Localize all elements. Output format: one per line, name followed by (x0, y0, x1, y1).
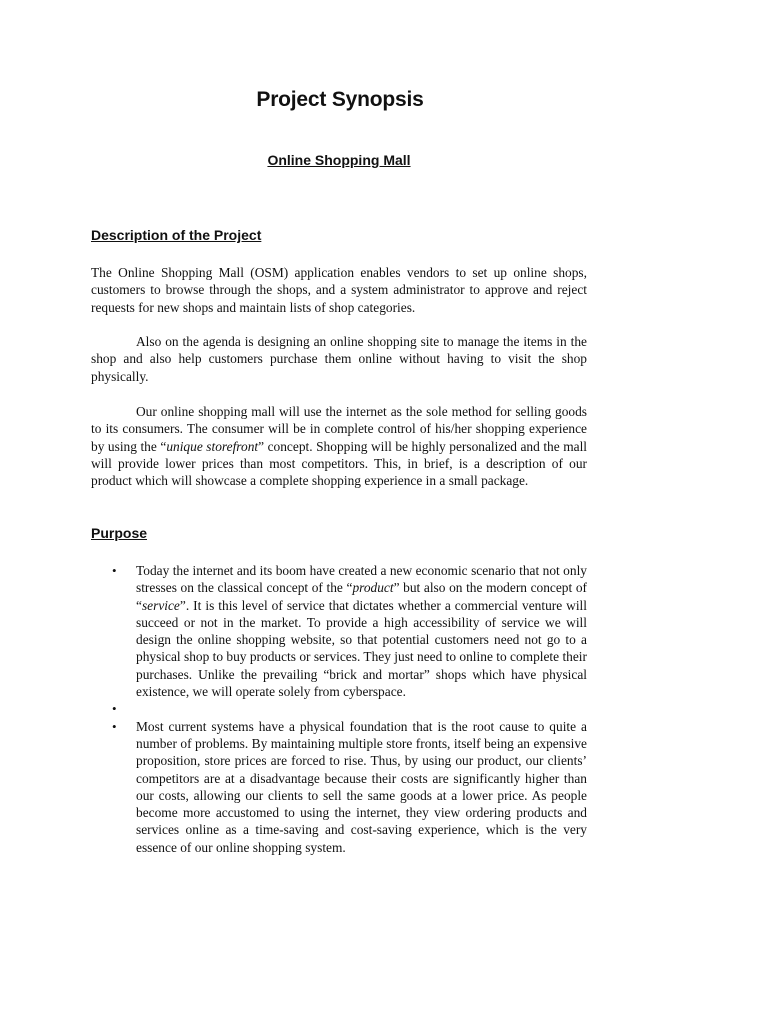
bullet-text: ”. It is this level of service that dictates whether a commercial venture will succeed or not in the market. To provide a high accessibility of service we will design the online shopping website, so that potential customers need not go to a physical shop to buy products or services. They just need to online to complete their purchases. Unlike the prevailing “brick and mortar” shops which have physical existence, we will operate solely from cyberspace. (136, 597, 587, 700)
bullet-icon: • (112, 563, 117, 578)
bullet-icon: • (112, 701, 117, 717)
bullet-icon: • (112, 718, 117, 734)
paragraph-text: Our online shopping mall will use the internet as the sole method for selling goods to its consumers. The consumer will be in complete control of his/her shopping experience by using the “ (91, 404, 587, 454)
section-heading-description: Description of the Project (91, 227, 262, 243)
purpose-bullet-list (112, 562, 587, 856)
purpose-bullet-item (112, 718, 587, 856)
description-paragraph-1: The Online Shopping Mall (OSM) application enables vendors to set up online shops, customers to browse through the shops, and a system administrator to approve and reject requests for new shops and maintain lists of shop categories. (91, 265, 587, 315)
paragraph-text: ” concept. Shopping will be highly personalized and the mall will provide lower prices than most competitors. This, in brief, is a description of our product which will showcase a complete shopping experience in a small package. (91, 438, 588, 489)
section-heading-purpose: Purpose (91, 525, 148, 541)
description-paragraph-2: Also on the agenda is designing an online shopping site to manage the items in the shop and also help customers purchase them online without having to visit the shop physically. (91, 334, 587, 384)
bullet-text: ” but also on the modern concept of “ (136, 580, 587, 613)
purpose-bullet-item (112, 562, 587, 700)
emphasis-text: unique storefront (166, 438, 259, 454)
document-title: Project Synopsis (256, 88, 424, 111)
document-subtitle: Online Shopping Mall (267, 152, 411, 168)
bullet-text: Today the internet and its boom have created a new economic scenario that not only stresses on the classical concept of the “ (136, 563, 587, 596)
bullet-text: Most current systems have a physical foundation that is the root cause to quite a number of problems. By maintaining multiple store fronts, itself being an expensive proposition, store prices are forced to rise. Thus, by using our product, our clients’ competitors are at a disadvantage because their costs are significantly higher than our costs, allowing our clients to sell the same goods at a lower price. As people become more accustomed to using the internet, they view ordering products and services online as a time-saving and cost-saving experience, which is the very essence of our online shopping system. (136, 718, 587, 855)
emphasis-text: product (352, 580, 394, 596)
purpose-bullet-item-empty (112, 700, 587, 717)
description-paragraph-3 (91, 403, 587, 489)
emphasis-text: service (141, 597, 180, 613)
